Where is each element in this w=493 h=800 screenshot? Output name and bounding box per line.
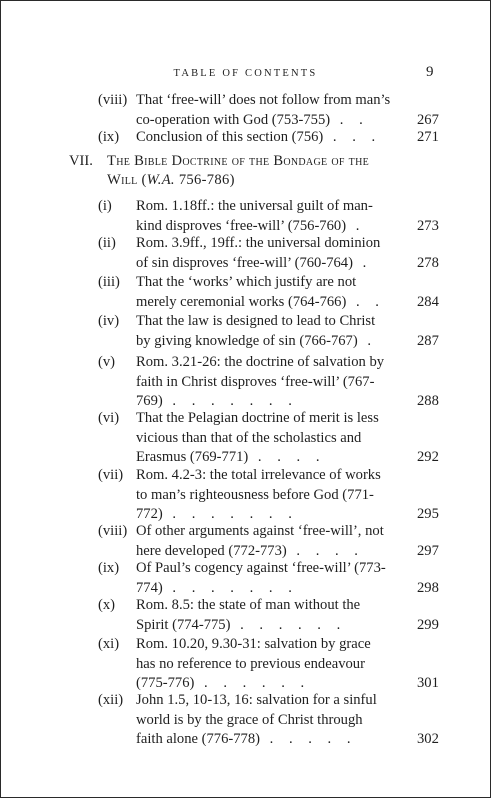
entry-text-line: vicious than that of the scholastics and — [136, 429, 362, 446]
entry-number: (xii) — [98, 692, 124, 708]
entry-page-number: 287 — [417, 332, 439, 349]
leader-dots: . — [346, 217, 366, 234]
entry-text-line: Spirit (774-775) — [136, 616, 231, 633]
entry-text-line: John 1.5, 10-13, 16: salvation for a sinful — [136, 692, 377, 708]
entry-text-line: Conclusion of this section (756) — [136, 129, 324, 145]
entry-page-number: 284 — [417, 293, 439, 310]
entry-number: (xi) — [98, 636, 120, 652]
leader-dots: . . . . — [286, 542, 364, 559]
entry-text-line: Erasmus (769-771) — [136, 449, 249, 465]
entry-text-line: has no reference to previous endeavour — [136, 655, 365, 672]
entry-text-line: Rom. 4.2-3: the total irrelevance of works — [136, 467, 381, 483]
entry-text-line: That the Pelagian doctrine of merit is less — [136, 410, 379, 426]
entry-page-number: 273 — [417, 217, 439, 234]
entry-number: (viii) — [98, 92, 128, 108]
entry-text-line: here developed (772-773) — [136, 542, 287, 559]
section-title-line2: Will (W.A. 756-786) — [107, 172, 235, 188]
leader-dots: . . . . . . . — [162, 393, 298, 409]
entry-number: (ix) — [98, 129, 120, 145]
entry-text-line: (775-776) — [136, 675, 195, 691]
entry-last-line — [136, 730, 400, 750]
entry-text-line: 769) — [136, 393, 163, 409]
entry-number: (viii) — [98, 523, 128, 539]
entry-last-line — [136, 128, 400, 148]
leader-dots: . . . — [323, 129, 382, 145]
entry-page-number: 299 — [417, 616, 439, 633]
entry-last-line — [136, 448, 400, 468]
leader-dots: . . . . — [248, 449, 326, 465]
leader-dots: . . — [346, 293, 385, 310]
entry-number: (i) — [98, 198, 112, 214]
leader-dots: . . . . . . — [194, 675, 311, 691]
entry-text-line: of sin disproves ‘free-will’ (760-764) — [136, 254, 353, 271]
entry-text-line: Rom. 10.20, 9.30-31: salvation by grace — [136, 636, 371, 652]
entry-number: (ix) — [98, 560, 120, 576]
leader-dots: . — [357, 332, 378, 349]
entry-page-number: 298 — [417, 579, 439, 596]
entry-text-line: That ‘free-will’ does not follow from man’s — [136, 92, 391, 108]
entry-number: (x) — [98, 597, 116, 613]
entry-text-line: merely ceremonial works (764-766) — [136, 293, 347, 310]
entry-text-line: Rom. 3.9ff., 19ff.: the universal dominion — [136, 235, 381, 251]
entry-page-number: 271 — [417, 129, 439, 145]
entry-text-line: world is by the grace of Christ through — [136, 711, 363, 728]
entry-last-line — [136, 332, 400, 352]
entry-text-line: Rom. 3.21-26: the doctrine of salvation by — [136, 354, 385, 370]
entry-text-line: co-operation with God (753-755) — [136, 111, 331, 128]
leader-dots: . . . . . — [260, 731, 357, 747]
entry-number: (iv) — [98, 313, 120, 329]
entry-number: (vii) — [98, 467, 124, 483]
entry-text-line: Rom. 1.18ff.: the universal guilt of man- — [136, 198, 373, 214]
entry-page-number: 302 — [417, 731, 439, 747]
leader-dots: . — [352, 254, 373, 271]
page-number: 9 — [426, 64, 434, 80]
entry-number: (vi) — [98, 410, 120, 426]
entry-last-line — [136, 293, 400, 313]
entry-number: (iii) — [98, 274, 120, 290]
entry-page-number: 288 — [417, 393, 439, 409]
entry-text-line: Of other arguments against ‘free-will’, not — [136, 523, 384, 539]
entry-text-line: faith alone (776-778) — [136, 731, 261, 747]
entry-page-number: 301 — [417, 675, 439, 691]
entry-page-number: 295 — [417, 506, 439, 522]
section-numeral: VII. — [69, 153, 93, 169]
section-title-line1: The Bible Doctrine of the Bondage of the — [107, 153, 369, 169]
entry-text-line: That the law is designed to lead to Christ — [136, 313, 376, 329]
entry-page-number: 278 — [417, 254, 439, 271]
entry-page-number: 297 — [417, 542, 439, 559]
entry-text-line: 774) — [136, 579, 163, 596]
entry-text-line: faith in Christ disproves ‘free-will’ (767- — [136, 373, 375, 390]
entry-text-line: by giving knowledge of sin (766-767) — [136, 332, 358, 349]
entry-last-line — [136, 616, 400, 636]
entry-page-number: 267 — [417, 111, 439, 128]
entry-text-line: Rom. 8.5: the state of man without the — [136, 597, 361, 613]
entry-text-line: Of Paul’s cogency against ‘free-will’ (773- — [136, 560, 386, 576]
entry-page-number: 292 — [417, 449, 439, 465]
entry-text-line: to man’s righteousness before God (771- — [136, 486, 374, 503]
entry-text-line: kind disproves ‘free-will’ (756-760) — [136, 217, 347, 234]
leader-dots: . . . . . . — [230, 616, 347, 633]
entry-number: (ii) — [98, 235, 116, 251]
entry-text-line: That the ‘works’ which justify are not — [136, 274, 357, 290]
entry-last-line — [136, 254, 400, 274]
entry-number: (v) — [98, 354, 116, 370]
leader-dots: . . . . . . . — [162, 506, 298, 522]
leader-dots: . . — [330, 111, 369, 128]
entry-text-line: 772) — [136, 506, 163, 522]
running-header-title: TABLE OF CONTENTS — [173, 68, 318, 79]
leader-dots: . . . . . . . — [162, 579, 298, 596]
